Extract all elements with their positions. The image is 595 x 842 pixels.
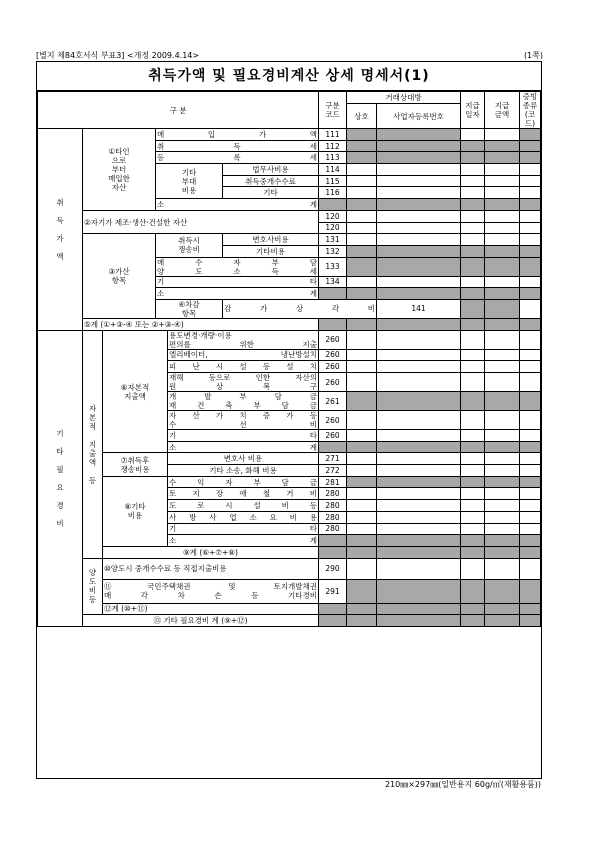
item-code: 131 xyxy=(319,234,347,246)
pay-date-cell[interactable] xyxy=(461,523,485,535)
biz-no-cell[interactable] xyxy=(377,500,461,512)
trade-name-header: 상호 xyxy=(347,104,377,129)
form-id: [별지 제84호서식 부표3] <개정 2009.4.14> xyxy=(36,51,200,60)
biz-no-cell xyxy=(377,441,461,453)
trade-name-cell[interactable] xyxy=(347,511,377,523)
item-label: 사 방 사 업 소 요 비 용 xyxy=(169,512,317,522)
pay-date-cell[interactable] xyxy=(461,500,485,512)
trade-name-cell xyxy=(347,615,377,627)
evidence-cell xyxy=(520,535,541,547)
item-label: 기타 xyxy=(223,187,319,199)
item-code: 134 xyxy=(319,276,347,288)
group1-label: ①타인 으로 부터 매입한 자산 xyxy=(83,129,156,211)
pay-amount-cell[interactable] xyxy=(485,349,520,361)
item-label: 법무사비용 xyxy=(223,164,319,176)
subtotal-label: 소 계 xyxy=(169,442,317,452)
pay-date-cell[interactable] xyxy=(461,430,485,442)
pay-date-cell xyxy=(461,476,485,488)
biz-no-cell xyxy=(377,579,461,603)
pay-date-cell[interactable] xyxy=(461,411,485,430)
item-label: 재해 등으로 인한 자산의 원 상 복 구 xyxy=(169,373,317,391)
subtotal-label: 소 계 xyxy=(169,536,317,546)
subtotal-label: 소 계 xyxy=(157,289,317,299)
pay-date-cell[interactable] xyxy=(461,222,485,234)
pay-amount-cell xyxy=(485,476,520,488)
pay-amount-cell[interactable] xyxy=(485,175,520,187)
item-code: 132 xyxy=(319,245,347,257)
group4-label: ④차감 항목 xyxy=(156,299,223,318)
biz-no-cell xyxy=(377,257,461,276)
biz-no-cell[interactable] xyxy=(377,349,461,361)
table-row xyxy=(38,603,541,615)
category-header: 구 분 xyxy=(38,92,319,129)
item-code: 280 xyxy=(319,488,347,500)
item-code: 290 xyxy=(319,558,347,579)
pay-amount-cell[interactable] xyxy=(485,129,520,141)
evidence-cell xyxy=(520,152,541,164)
trade-name-cell[interactable] xyxy=(347,488,377,500)
biz-no-cell[interactable] xyxy=(377,411,461,430)
evidence-cell[interactable] xyxy=(520,558,541,579)
item-code: 271 xyxy=(319,453,347,465)
biz-no-cell[interactable] xyxy=(377,361,461,373)
other-cost-label: 기타 부대 비용 xyxy=(156,164,223,199)
acquisition-section-label: 취 득 가 액 xyxy=(38,129,83,331)
group8-label: ⑧기타 비용 xyxy=(103,476,168,546)
pay-amount-cell[interactable] xyxy=(485,276,520,288)
pay-date-cell[interactable] xyxy=(461,373,485,392)
pay-date-cell[interactable] xyxy=(461,175,485,187)
pay-amount-cell xyxy=(485,579,520,603)
pay-date-cell[interactable] xyxy=(461,164,485,176)
item-code: 260 xyxy=(319,373,347,392)
evidence-cell xyxy=(520,140,541,152)
table-row xyxy=(38,579,541,603)
trade-name-cell[interactable] xyxy=(347,361,377,373)
evidence-cell[interactable] xyxy=(520,234,541,246)
trade-name-cell[interactable] xyxy=(347,523,377,535)
code-cell xyxy=(319,546,347,558)
biz-no-cell xyxy=(377,603,461,615)
item-code: 120 xyxy=(319,222,347,234)
pay-amount-cell[interactable] xyxy=(485,330,520,349)
trade-name-cell[interactable] xyxy=(347,430,377,442)
evidence-cell[interactable] xyxy=(520,523,541,535)
statement-form xyxy=(36,61,542,779)
item-label: 매 입 가 액 xyxy=(157,129,317,139)
biz-no-cell[interactable] xyxy=(377,234,461,246)
pay-date-cell[interactable] xyxy=(520,299,541,318)
pay-amount-cell[interactable] xyxy=(485,361,520,373)
biz-no-cell xyxy=(377,546,461,558)
pay-date-cell xyxy=(461,257,485,276)
item-code: 141 xyxy=(377,299,461,318)
biz-no-cell xyxy=(377,245,461,257)
pay-amount-cell[interactable] xyxy=(485,500,520,512)
item-code: 260 xyxy=(319,430,347,442)
trade-name-cell[interactable] xyxy=(347,222,377,234)
evidence-cell xyxy=(520,392,541,411)
item-label: 변호사 비용 xyxy=(168,453,319,465)
biz-no-cell[interactable] xyxy=(377,187,461,199)
biz-no-cell[interactable] xyxy=(377,511,461,523)
biz-no-cell xyxy=(485,299,520,318)
item-code: 113 xyxy=(319,152,347,164)
pay-date-cell[interactable] xyxy=(461,276,485,288)
pay-amount-cell[interactable] xyxy=(485,187,520,199)
trade-name-cell[interactable] xyxy=(347,465,377,477)
item-code: 291 xyxy=(319,579,347,603)
trade-name-cell xyxy=(347,129,377,141)
biz-no-cell xyxy=(377,318,461,330)
group12-label: ⑫계 (⑩+⑪) xyxy=(103,603,319,615)
pay-amount-cell xyxy=(485,535,520,547)
trade-party-header: 거래상대방 xyxy=(347,92,461,104)
trade-name-cell xyxy=(461,299,485,318)
evidence-cell[interactable] xyxy=(520,500,541,512)
item-code: 280 xyxy=(319,523,347,535)
evidence-cell[interactable] xyxy=(520,187,541,199)
group11-label: ⑪국민주택채권 및 토지개발채권 매 각 차 손 등 기타경비 xyxy=(103,579,319,603)
pay-amount-cell[interactable] xyxy=(485,511,520,523)
pay-amount-cell[interactable] xyxy=(485,453,520,465)
pay-amount-cell[interactable] xyxy=(485,373,520,392)
pay-amount-cell xyxy=(485,288,520,300)
item-code: 260 xyxy=(319,361,347,373)
form-title: 취득가액 및 필요경비계산 상세 명세서(1) xyxy=(37,62,541,91)
trade-name-cell[interactable] xyxy=(347,453,377,465)
table-row xyxy=(38,615,541,627)
evidence-cell xyxy=(520,603,541,615)
item-code: 260 xyxy=(319,330,347,349)
pay-amount-cell xyxy=(485,245,520,257)
trade-name-cell xyxy=(347,257,377,276)
item-label: 토 지 장 애 철 거 비 xyxy=(169,489,317,499)
item-label: 기타비용 xyxy=(223,245,319,257)
pay-date-cell xyxy=(461,152,485,164)
trade-name-cell xyxy=(347,579,377,603)
table-row xyxy=(38,558,541,579)
code-cell xyxy=(319,603,347,615)
item-code: 280 xyxy=(319,500,347,512)
group5-label: ⑤계 (①+③-④ 또는 ②+③-④) xyxy=(83,318,319,330)
pay-date-cell[interactable] xyxy=(461,511,485,523)
pay-date-cell[interactable] xyxy=(461,488,485,500)
item-code: 120 xyxy=(319,210,347,222)
code-cell xyxy=(319,535,347,547)
trade-name-cell[interactable] xyxy=(347,411,377,430)
group2-label: ②자기가 제조·생산·건설한 자산 xyxy=(83,210,319,233)
pay-date-header: 지급 일자 xyxy=(461,92,485,129)
table-row xyxy=(38,318,541,330)
trade-name-cell xyxy=(347,152,377,164)
pay-amount-header: 지급 금액 xyxy=(485,92,520,129)
trade-name-cell xyxy=(347,535,377,547)
litigation-label: 취득시 쟁송비 xyxy=(156,234,223,257)
biz-no-cell[interactable] xyxy=(377,453,461,465)
item-label: 자 산 가 치 증 가 등 수 선 비 xyxy=(169,411,317,429)
evidence-cell[interactable] xyxy=(520,488,541,500)
pay-amount-cell xyxy=(485,603,520,615)
item-code: 115 xyxy=(319,175,347,187)
pay-date-cell xyxy=(461,140,485,152)
item-label: 용도변경·개량·이용 편의를 위한 지출 xyxy=(169,330,317,349)
biz-no-cell xyxy=(377,392,461,411)
pay-date-cell[interactable] xyxy=(461,349,485,361)
evidence-cell[interactable] xyxy=(520,430,541,442)
capital-label: 자 본 적 지 출 액 등 xyxy=(83,330,103,558)
biz-no-cell xyxy=(377,152,461,164)
item-code: 260 xyxy=(319,349,347,361)
code-cell xyxy=(319,318,347,330)
pay-amount-cell[interactable] xyxy=(485,164,520,176)
item-code: 133 xyxy=(319,257,347,276)
trade-name-cell[interactable] xyxy=(347,234,377,246)
table-row xyxy=(38,476,541,488)
evidence-cell[interactable] xyxy=(520,373,541,392)
evidence-header: 증빙 종류 (코드) xyxy=(520,92,541,129)
evidence-cell xyxy=(520,129,541,141)
item-label: 매 수 자 부 담 양 도 소 득 세 xyxy=(157,257,317,276)
evidence-cell xyxy=(520,441,541,453)
code-cell xyxy=(319,288,347,300)
item-code: 114 xyxy=(319,164,347,176)
pay-amount-cell[interactable] xyxy=(485,430,520,442)
item-code: 112 xyxy=(319,140,347,152)
trade-name-cell xyxy=(347,199,377,211)
pay-date-cell xyxy=(461,579,485,603)
pay-date-cell xyxy=(461,392,485,411)
evidence-cell xyxy=(520,546,541,558)
item-label: 엘리베이터, 냉난방설치 xyxy=(169,350,317,360)
trade-name-cell[interactable] xyxy=(347,349,377,361)
detail-table xyxy=(37,91,541,627)
pay-amount-cell[interactable] xyxy=(485,523,520,535)
pay-amount-cell xyxy=(485,152,520,164)
pay-date-cell[interactable] xyxy=(461,361,485,373)
pay-amount-cell xyxy=(485,199,520,211)
item-code: 272 xyxy=(319,465,347,477)
code-cell xyxy=(319,199,347,211)
trade-name-cell[interactable] xyxy=(347,373,377,392)
trade-name-cell[interactable] xyxy=(347,187,377,199)
subtotal-label: 소 계 xyxy=(157,199,317,209)
biz-no-cell[interactable] xyxy=(377,523,461,535)
evidence-cell[interactable] xyxy=(520,276,541,288)
evidence-cell[interactable] xyxy=(520,175,541,187)
group7-label: ⑦취득후 쟁송비용 xyxy=(103,453,168,476)
table-row xyxy=(38,210,541,222)
code-cell xyxy=(319,615,347,627)
trade-name-cell xyxy=(347,318,377,330)
pay-date-cell xyxy=(461,199,485,211)
table-row xyxy=(38,453,541,465)
table-row xyxy=(38,330,541,349)
evidence-cell[interactable] xyxy=(520,164,541,176)
biz-no-cell[interactable] xyxy=(377,175,461,187)
pay-amount-cell[interactable] xyxy=(485,234,520,246)
item-label: 변호사비용 xyxy=(223,234,319,246)
evidence-cell[interactable] xyxy=(520,330,541,349)
biz-no-cell[interactable] xyxy=(377,488,461,500)
biz-no-cell[interactable] xyxy=(377,465,461,477)
table-row xyxy=(38,546,541,558)
trade-name-cell xyxy=(347,245,377,257)
evidence-cell xyxy=(520,288,541,300)
table-row xyxy=(38,234,541,246)
evidence-cell[interactable] xyxy=(520,222,541,234)
group10-label: ⑩양도시 중개수수료 등 직접지출비용 xyxy=(103,558,319,579)
pay-date-cell xyxy=(461,288,485,300)
pay-date-cell xyxy=(461,318,485,330)
evidence-cell xyxy=(520,245,541,257)
transfer-label: 양 도 비 등 xyxy=(83,558,103,615)
trade-name-cell[interactable] xyxy=(347,330,377,349)
trade-name-cell[interactable] xyxy=(347,210,377,222)
biz-no-cell[interactable] xyxy=(377,164,461,176)
pay-date-cell[interactable] xyxy=(461,187,485,199)
evidence-cell xyxy=(520,476,541,488)
group9-label: ⑨계 (⑥+⑦+⑧) xyxy=(103,546,319,558)
pay-amount-cell xyxy=(485,441,520,453)
table-row xyxy=(38,129,541,141)
trade-name-cell xyxy=(347,603,377,615)
item-label: 수 익 자 부 담 금 xyxy=(169,477,317,487)
evidence-cell xyxy=(520,318,541,330)
item-code: 261 xyxy=(319,392,347,411)
biz-no-cell xyxy=(377,199,461,211)
evidence-cell xyxy=(520,257,541,276)
trade-biz-no-header: 사업자등록번호 xyxy=(377,104,461,129)
code-header: 구분 코드 xyxy=(319,92,347,129)
item-code: 260 xyxy=(319,411,347,430)
biz-no-cell xyxy=(377,535,461,547)
trade-name-cell xyxy=(347,288,377,300)
pay-amount-cell[interactable] xyxy=(485,210,520,222)
evidence-cell xyxy=(520,615,541,627)
pay-amount-cell xyxy=(485,318,520,330)
pay-amount-cell xyxy=(485,392,520,411)
trade-name-cell xyxy=(347,476,377,488)
item-label: 피 난 시 설 등 설 치 xyxy=(169,362,317,372)
biz-no-cell[interactable] xyxy=(377,558,461,579)
pay-date-cell[interactable] xyxy=(461,330,485,349)
trade-name-cell[interactable] xyxy=(347,558,377,579)
item-label: 기 타 xyxy=(169,430,317,440)
trade-name-cell xyxy=(347,392,377,411)
trade-name-cell[interactable] xyxy=(347,500,377,512)
pay-amount-cell xyxy=(485,140,520,152)
item-label: 등 록 세 xyxy=(157,153,317,163)
pay-amount-cell xyxy=(485,546,520,558)
pay-amount-cell xyxy=(485,615,520,627)
biz-no-cell xyxy=(377,288,461,300)
item-label: 기타 소송, 화해 비용 xyxy=(168,465,319,477)
biz-no-cell[interactable] xyxy=(377,210,461,222)
biz-no-cell[interactable] xyxy=(377,276,461,288)
group13-label: ⑬ 기타 필요경비 계 (⑨+⑫) xyxy=(83,615,319,627)
code-cell xyxy=(319,441,347,453)
biz-no-cell xyxy=(377,476,461,488)
biz-no-cell xyxy=(377,129,461,141)
expense-section-label: 기 타 필 요 경 비 xyxy=(38,330,83,626)
item-label: 개 발 부 담 금 재 건 축 부 담 금 xyxy=(169,392,317,410)
evidence-cell[interactable] xyxy=(520,465,541,477)
evidence-cell[interactable] xyxy=(520,210,541,222)
pay-amount-cell[interactable] xyxy=(485,222,520,234)
pay-date-cell[interactable] xyxy=(461,465,485,477)
trade-name-cell xyxy=(347,441,377,453)
evidence-cell[interactable] xyxy=(520,349,541,361)
item-label: 취 득 세 xyxy=(157,141,317,151)
trade-name-cell[interactable] xyxy=(347,175,377,187)
biz-no-cell xyxy=(377,615,461,627)
evidence-cell[interactable] xyxy=(520,453,541,465)
biz-no-cell xyxy=(377,140,461,152)
item-code: 280 xyxy=(319,511,347,523)
pay-date-cell[interactable] xyxy=(461,234,485,246)
biz-no-cell[interactable] xyxy=(377,330,461,349)
pay-date-cell xyxy=(461,615,485,627)
item-label: 도 로 시 설 비 등 xyxy=(169,500,317,510)
item-code: 111 xyxy=(319,129,347,141)
biz-no-cell[interactable] xyxy=(377,373,461,392)
pay-amount-cell[interactable] xyxy=(485,558,520,579)
evidence-cell xyxy=(520,579,541,603)
pay-date-cell xyxy=(461,245,485,257)
pay-date-cell[interactable] xyxy=(461,210,485,222)
evidence-cell xyxy=(520,199,541,211)
biz-no-cell[interactable] xyxy=(377,222,461,234)
biz-no-cell[interactable] xyxy=(377,430,461,442)
page-number: (1쪽) xyxy=(523,51,543,60)
evidence-cell[interactable] xyxy=(520,411,541,430)
header-row xyxy=(38,92,541,104)
paper-spec: 210㎜×297㎜(일반용지 60g/㎡(재활용품)) xyxy=(384,780,541,789)
item-code: 281 xyxy=(319,476,347,488)
trade-name-cell xyxy=(347,140,377,152)
item-label: 기 타 xyxy=(157,277,317,287)
trade-name-cell[interactable] xyxy=(347,164,377,176)
pay-date-cell[interactable] xyxy=(461,129,485,141)
item-label: 취득중개수수료 xyxy=(223,175,319,187)
evidence-cell[interactable] xyxy=(520,361,541,373)
item-label: 기 타 xyxy=(169,524,317,534)
trade-name-cell[interactable] xyxy=(347,276,377,288)
pay-amount-cell[interactable] xyxy=(485,465,520,477)
pay-date-cell xyxy=(461,441,485,453)
group3-label: ③가산 항목 xyxy=(83,234,156,319)
trade-name-cell xyxy=(347,546,377,558)
pay-date-cell[interactable] xyxy=(461,453,485,465)
pay-date-cell[interactable] xyxy=(461,558,485,579)
pay-amount-cell[interactable] xyxy=(485,488,520,500)
item-label: 감 가 상 각 비 xyxy=(223,299,377,318)
item-code: 116 xyxy=(319,187,347,199)
evidence-cell[interactable] xyxy=(520,511,541,523)
pay-date-cell xyxy=(461,535,485,547)
pay-date-cell xyxy=(461,546,485,558)
pay-amount-cell[interactable] xyxy=(485,411,520,430)
pay-date-cell xyxy=(461,603,485,615)
pay-amount-cell xyxy=(485,257,520,276)
group6-label: ⑥자본적 지출액 xyxy=(103,330,168,453)
